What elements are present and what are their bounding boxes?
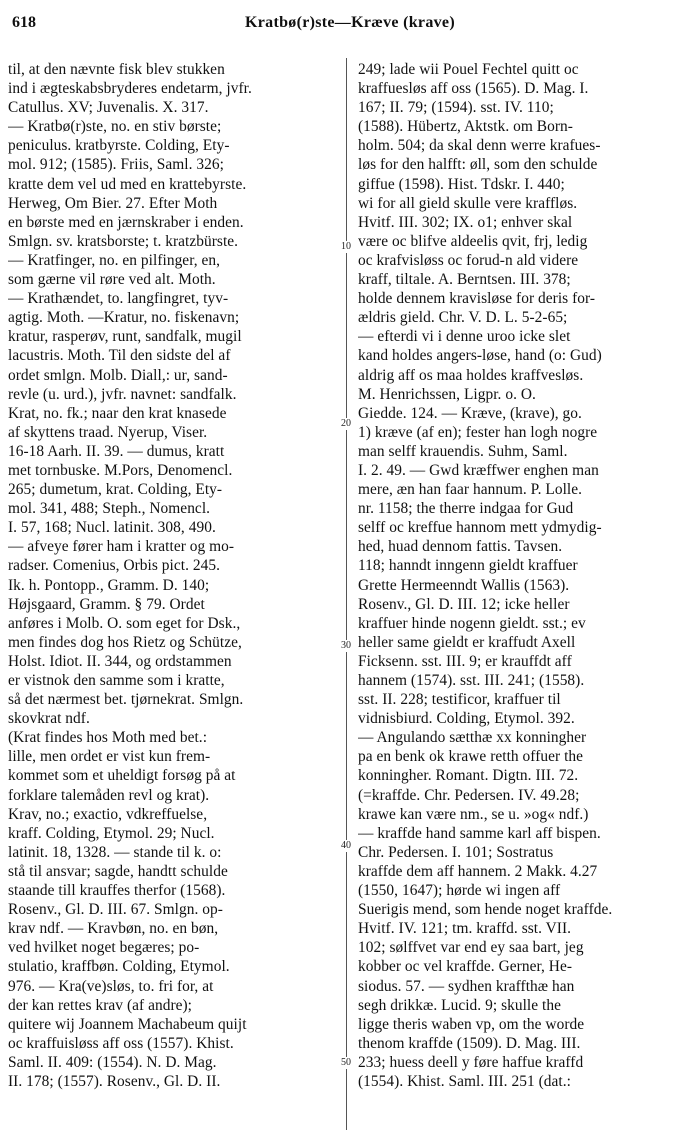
text-line: kraffuesløs aff oss (1565). D. Mag. I. (358, 80, 589, 98)
text-line: peniculus. kratbyrste. Colding, Ety- (8, 137, 230, 155)
line-number: 20 (341, 418, 351, 429)
text-line: Grette Hermeenndt Wallis (1563). (358, 576, 570, 594)
text-line: oc kraffuisløss aff oss (1557). Khist. (8, 1034, 234, 1052)
text-line: ved hvilket noget begæres; po- (8, 939, 200, 957)
text-line: (=kraffde. Chr. Pedersen. IV. 49.28; (358, 786, 580, 804)
text-line: 976. — Kra(ve)sløs, to. fri for, at (8, 977, 214, 995)
text-line: konningher. Romant. Digtn. III. 72. (358, 767, 579, 785)
text-line: Højsgaard, Gramm. § 79. Ordet (8, 595, 205, 613)
text-line: (1550, 1647); hørde wi ingen aff (358, 882, 561, 900)
text-line: mol. 912; (1585). Friis, Saml. 326; (8, 156, 224, 174)
text-line: Rosenv., Gl. D. III. 12; icke heller (358, 595, 570, 613)
text-line: Ik. h. Pontopp., Gramm. D. 140; (8, 576, 210, 594)
text-line: man selff krauendis. Suhm, Saml. (358, 442, 568, 460)
line-number: 50 (341, 1057, 351, 1068)
text-line: pa en benk ok krawe retth offuer the (358, 748, 584, 766)
line-number: 40 (341, 840, 351, 851)
text-line: — afveye fører ham i kratter og mo- (8, 538, 235, 556)
text-line: Ficksenn. sst. III. 9; er krauffdt aff (358, 652, 572, 670)
text-line: løs for den halfft: øll, som den schulde (358, 156, 598, 174)
text-line: men findes dog hos Rietz og Schütze, (8, 633, 242, 651)
text-line: staande till krauffes therfor (1568). (8, 882, 226, 900)
text-line: 167; II. 79; (1594). sst. IV. 110; (358, 99, 554, 117)
text-line: (1554). Khist. Saml. III. 251 (dat.: (358, 1072, 571, 1090)
text-line: Chr. Pedersen. I. 101; Sostratus (358, 843, 554, 861)
text-line: Saml. II. 409: (1554). N. D. Mag. (8, 1053, 217, 1071)
text-line: kratur, rasperøv, runt, sandfalk, mugil (8, 328, 242, 346)
text-line: (1588). Hübertz, Aktstk. om Born- (358, 118, 573, 136)
text-line: ligge theris waben vp, om the worde (358, 1015, 585, 1033)
text-line: giffue (1598). Hist. Tdskr. I. 440; (358, 175, 565, 193)
text-line: så det nærmest bet. tjørnekrat. Smlgn. (8, 691, 244, 709)
line-number: 10 (341, 241, 351, 252)
text-line: aldrig aff os maa holdes kraffvesløs. (358, 366, 584, 384)
text-line: kraff, tiltale. A. Berntsen. III. 378; (358, 271, 571, 289)
text-line: ordet smlgn. Molb. Diall,: ur, sand- (8, 366, 228, 384)
text-line: — kraffde hand samme karl aff bispen. (358, 824, 601, 842)
text-line: oc krafvisløss oc forud-n ald videre (358, 251, 579, 269)
text-line: — efterdi vi i denne uroo icke slet (358, 328, 571, 346)
right-column (358, 60, 692, 1091)
text-line: selff oc kreffue hannom mett ydmydig- (358, 519, 602, 537)
text-line: som gærne vil røre ved alt. Moth. (8, 271, 216, 289)
text-line: agtig. Moth. —Kratur, no. fiskenavn; (8, 309, 240, 327)
text-line: stå til ansvar; sagde, handtt schulde (8, 862, 228, 880)
text-line: sst. II. 228; testificor, kraffuer til (358, 691, 561, 709)
text-line: 16-18 Aarh. II. 39. — dumus, kratt (8, 442, 225, 460)
text-line: kraffde dem aff hannem. 2 Makk. 4.27 (358, 862, 598, 880)
text-line: I. 2. 49. — Gwd kræffwer enghen man (358, 461, 599, 479)
text-line: Herweg, Om Bier. 27. Efter Moth (8, 194, 218, 212)
text-line: kand holdes angers-løse, hand (o: Gud) (358, 347, 602, 365)
text-line: — Kratfinger, no. en pilfinger, en, (8, 251, 221, 269)
text-line: forklare talemåden revl og krat). (8, 786, 210, 804)
text-line: Catullus. XV; Juvenalis. X. 317. (8, 99, 209, 117)
column-divider (346, 58, 347, 1130)
text-line: holde dennem kravisløse for deris for- (358, 290, 596, 308)
text-line: Krav, no.; exactio, vdkreffuelse, (8, 805, 208, 823)
text-line: thenom kraffde (1509). D. Mag. III. (358, 1034, 581, 1052)
text-line: ind i ægteskabsbryderes endetarm, jvfr. (8, 80, 252, 98)
text-line: lacustris. Moth. Til den sidste del af (8, 347, 231, 365)
text-line: 118; hanndt inngenn gieldt kraffuer (358, 557, 578, 575)
text-line: revle (u. urd.), jvfr. navnet: sandfalk. (8, 385, 237, 403)
text-line: ældris gield. Chr. V. D. L. 5-2-65; (358, 309, 568, 327)
text-line: 265; dumetum, krat. Colding, Ety- (8, 481, 223, 499)
text-line: Smlgn. sv. kratsborste; t. kratzbürste. (8, 232, 239, 250)
text-line: radser. Comenius, Orbis pict. 245. (8, 557, 221, 575)
text-line: kraff. Colding, Etymol. 29; Nucl. (8, 824, 215, 842)
text-line: I. 57, 168; Nucl. latinit. 308, 490. (8, 519, 216, 537)
text-line: holm. 504; da skal denn werre krafues- (358, 137, 601, 155)
text-line: hannem (1574). sst. III. 241; (1558). (358, 672, 585, 689)
text-line: lille, men ordet er vist kun frem- (8, 748, 211, 766)
text-line: heller same gieldt er kraffudt Axell (358, 633, 576, 651)
text-line: skovkrat ndf. (8, 710, 90, 728)
text-line: (Krat findes hos Moth med bet.: (8, 729, 208, 747)
text-line: Hvitf. IV. 121; tm. kraffd. sst. VII. (358, 920, 572, 938)
text-line: Holst. Idiot. II. 344, og ordstammen (8, 652, 232, 670)
text-line: Suerigis mend, som hende noget kraffde. (358, 901, 613, 919)
text-line: 102; sølffvet var end ey saa bart, jeg (358, 939, 584, 957)
text-line: en børste med en jærnskraber i enden. (8, 213, 244, 231)
text-line: — Angulando sætthæ xx konningher (358, 729, 587, 747)
text-line: stulatio, kraffbøn. Colding, Etymol. (8, 958, 230, 976)
page-header (8, 14, 692, 40)
line-number: 30 (341, 640, 351, 651)
text-line: være oc blifve aldeelis qvit, frj, ledig (358, 232, 588, 250)
text-line: nr. 1158; the therre indgaa for Gud (358, 500, 574, 518)
text-line: krawe kan være nm., se u. »og« ndf.) (358, 805, 589, 823)
text-line: segh drikkæ. Lucid. 9; skulle the (358, 996, 561, 1014)
text-line: til, at den nævnte fisk blev stukken (8, 61, 225, 78)
text-line: Hvitf. III. 302; IX. o1; enhver skal (358, 213, 573, 231)
text-line: der kan rettes krav (af andre); (8, 996, 192, 1014)
text-line: met tornbuske. M.Pors, Denomencl. (8, 461, 233, 479)
text-line: 233; huess deell y føre haffue kraffd (358, 1053, 584, 1071)
text-line: 249; lade wii Pouel Fechtel quitt oc (358, 61, 579, 78)
text-line: Krat, no. fk.; naar den krat knasede (8, 404, 227, 422)
text-line: — Krathændet, to. langfingret, tyv- (8, 290, 229, 308)
text-line: af skyttens traad. Nyerup, Viser. (8, 423, 208, 441)
text-line: Rosenv., Gl. D. III. 67. Smlgn. op- (8, 901, 223, 919)
text-line: er vistnok den samme som i kratte, (8, 672, 225, 689)
text-line: hed, huad dennom fattis. Tavsen. (358, 538, 563, 556)
running-head: Kratbø(r)ste—Kræve (krave) (245, 14, 455, 31)
text-line: kobber oc vel kraffde. Gerner, He- (358, 958, 573, 976)
text-line: mol. 341, 488; Steph., Nomencl. (8, 500, 211, 518)
text-line: vidnisbiurd. Colding, Etymol. 392. (358, 710, 575, 728)
text-line: siodus. 57. — sydhen kraffthæ han (358, 977, 575, 995)
left-column (8, 60, 342, 1091)
text-line: kommet som et uheldigt forsøg på at (8, 767, 236, 785)
text-line: anføres i Molb. O. som eget for Dsk., (8, 614, 241, 632)
text-line: M. Henrichssen, Ligpr. o. O. (358, 385, 536, 403)
text-line: quitere wij Joannem Machabeum quijt (8, 1015, 247, 1033)
text-line: Giedde. 124. — Kræve, (krave), go. (358, 404, 582, 422)
text-line: kratte dem vel ud med en krattebyrste. (8, 175, 247, 193)
text-line: mere, æn han faar hannum. P. Lolle. (358, 481, 582, 499)
page-number: 618 (12, 14, 36, 31)
text-line: 1) kræve (af en); fester han logh nogre (358, 423, 598, 441)
text-line: wi for all gield skulle vere kraffløs. (358, 194, 578, 212)
text-line: latinit. 18, 1328. — stande til k. o: (8, 843, 222, 861)
text-line: — Kratbø(r)ste, no. en stiv børste; (8, 118, 222, 136)
text-line: kraffuer hinde nogenn gieldt. sst.; ev (358, 614, 586, 632)
text-line: krav ndf. — Kravbøn, no. en bøn, (8, 920, 219, 938)
text-line: II. 178; (1557). Rosenv., Gl. D. II. (8, 1072, 221, 1090)
